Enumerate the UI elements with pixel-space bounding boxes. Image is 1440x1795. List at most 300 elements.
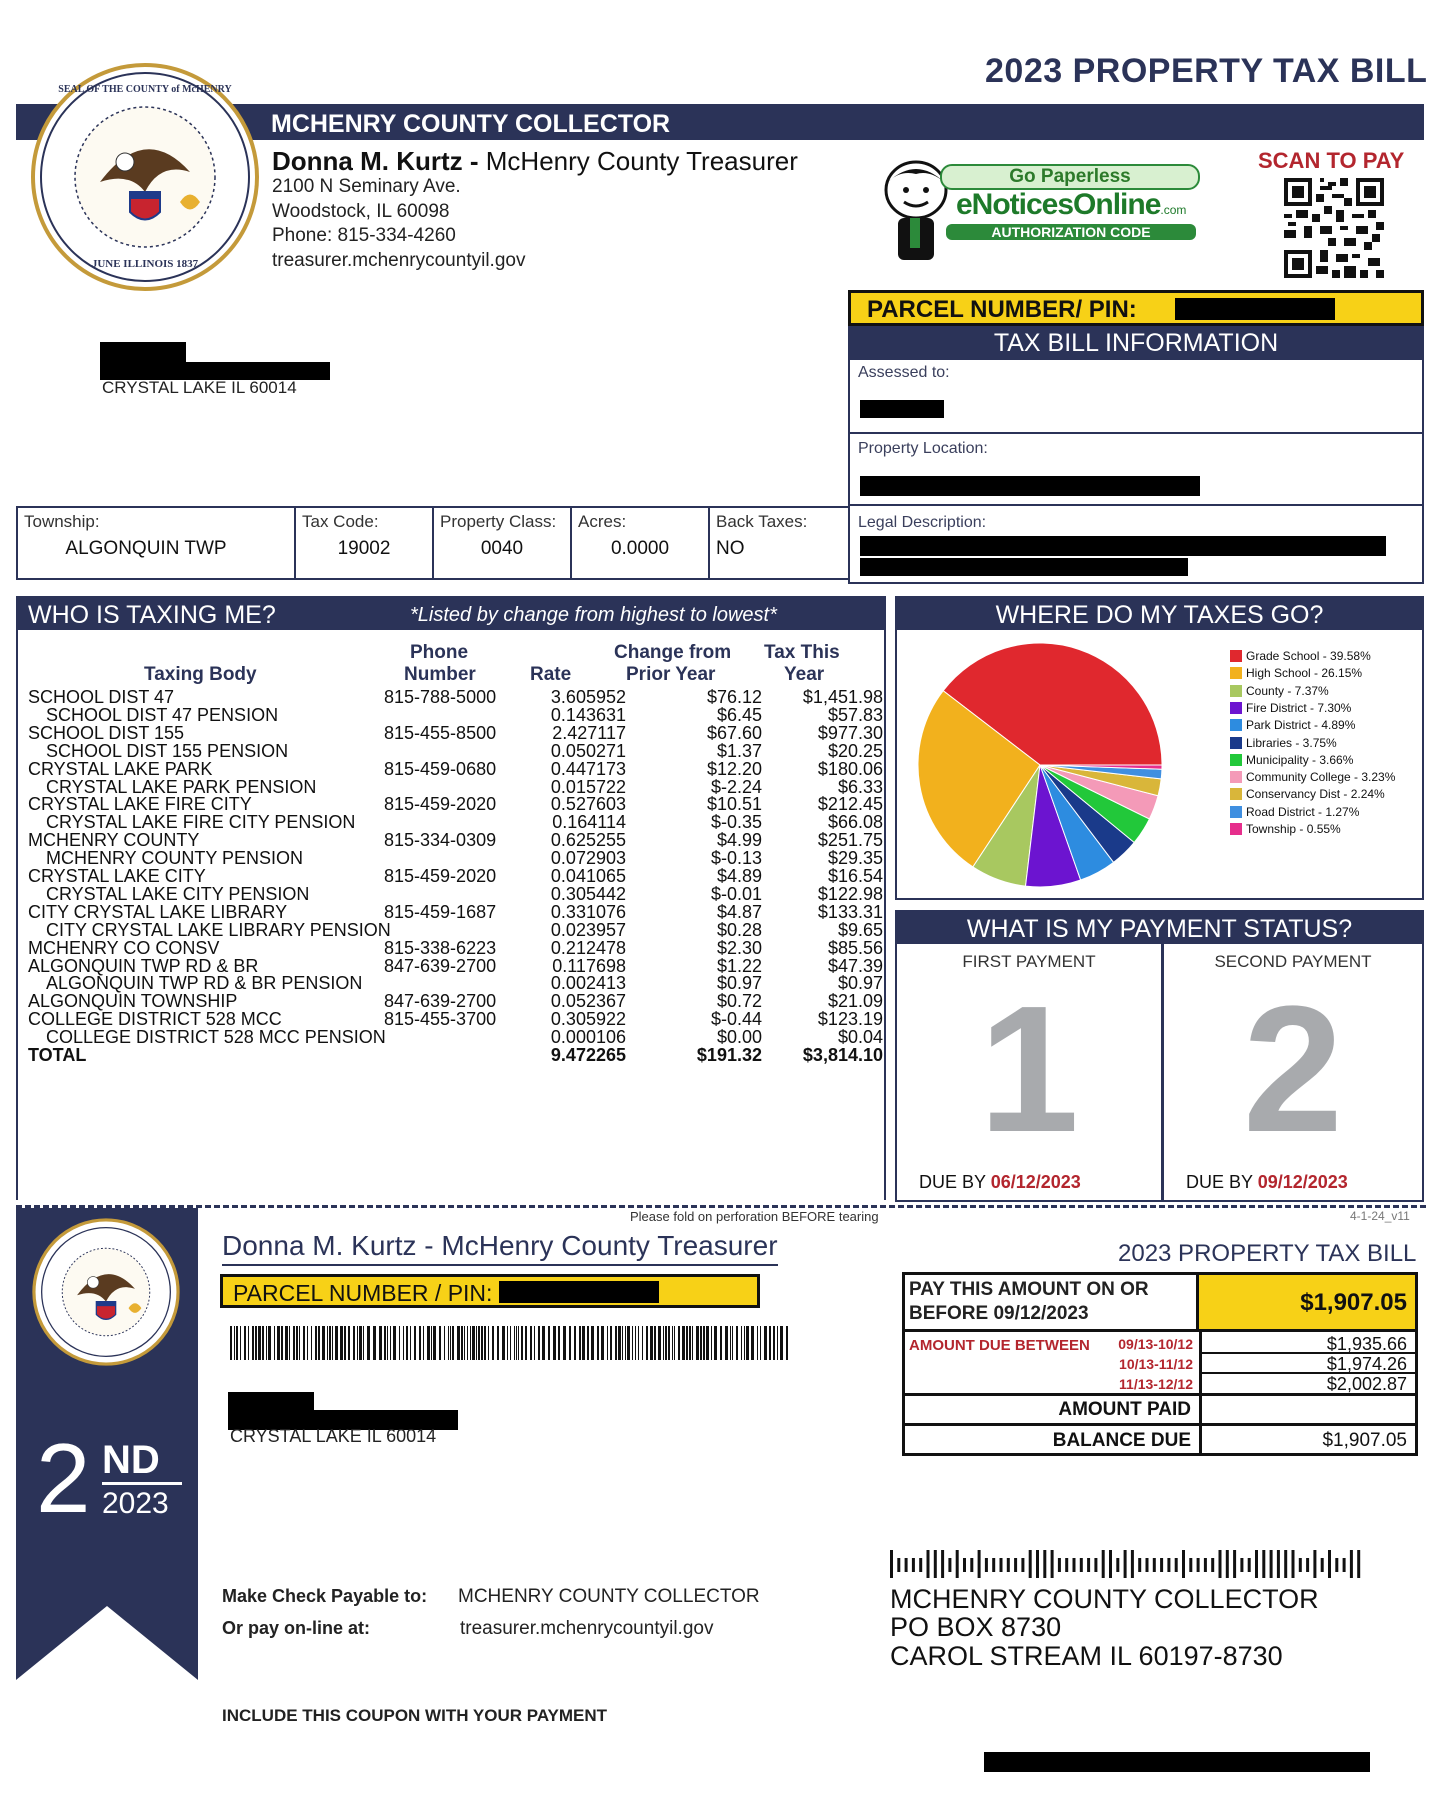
barcode-bar (597, 1326, 599, 1360)
barcode-bar (542, 1326, 545, 1360)
acres-value: 0.0000 (610, 538, 670, 559)
barcode-bar (248, 1326, 249, 1360)
postal-bar (1146, 1558, 1149, 1572)
amount-paid-divider (1199, 1396, 1202, 1424)
barcode-bar (488, 1326, 489, 1360)
due-between-label: AMOUNT DUE BETWEEN (909, 1337, 1090, 1354)
location-box (848, 432, 1424, 506)
who-taxing-panel (16, 596, 886, 1200)
barcode-bar (764, 1326, 767, 1360)
postal-bar (1299, 1558, 1302, 1572)
parcel-label: PARCEL NUMBER/ PIN: (867, 296, 1137, 323)
legend-item (1230, 769, 1395, 785)
legend-swatch (1230, 754, 1242, 766)
postal-bar (956, 1550, 959, 1578)
taxing-body-tax: $0.04 (837, 1027, 883, 1048)
taxing-body-rate: 0.023957 (550, 919, 626, 940)
taxing-body-change: $0.28 (716, 919, 762, 940)
table-row (28, 885, 888, 903)
postal-bar (1255, 1550, 1258, 1578)
taxing-body-name: CRYSTAL LAKE CITY (28, 866, 206, 886)
barcode-bar (627, 1326, 630, 1360)
taxing-body-phone: 815-455-8500 (384, 722, 497, 743)
legend-label: Conservancy Dist - 2.24% (1246, 787, 1385, 802)
col-change-2: Prior Year (626, 664, 716, 685)
fold-note: Please fold on perforation BEFORE tearing (630, 1209, 879, 1224)
taxing-body-name: CRYSTAL LAKE FIRE CITY (28, 794, 252, 815)
coupon-parcel-banner (220, 1274, 760, 1308)
legend-item (1230, 752, 1353, 768)
barcode-bar (464, 1326, 465, 1360)
barcode-bar (665, 1326, 667, 1360)
barcode-bar (638, 1326, 639, 1360)
taxing-body-rate: 0.052367 (550, 991, 626, 1012)
barcode-bar (387, 1326, 388, 1360)
class-value: 0040 (480, 538, 524, 559)
col-phone-1: Phone (410, 642, 469, 663)
barcode-bar (538, 1326, 540, 1360)
barcode-bar (444, 1326, 445, 1360)
taxing-body-phone: 847-639-2700 (384, 991, 497, 1012)
barcode-bar (769, 1326, 771, 1360)
taxing-body-change: $-0.44 (710, 1009, 762, 1030)
paperless-promo[interactable] (880, 156, 1200, 268)
table-row (28, 849, 888, 867)
table-row (28, 867, 888, 885)
barcode-bar (497, 1326, 499, 1360)
coupon-seal (32, 1218, 180, 1366)
barcode-bar (569, 1326, 571, 1360)
pay-amount: $1,907.05 (1300, 1289, 1407, 1316)
barcode-bar (507, 1326, 508, 1360)
late-divider (1199, 1332, 1202, 1394)
postal-bar (1277, 1550, 1280, 1578)
taxing-body-name: CRYSTAL LAKE CITY PENSION (46, 883, 310, 904)
barcode-bar (244, 1326, 246, 1360)
legend-item (1230, 665, 1362, 681)
barcode-bar (236, 1326, 238, 1360)
paperless-pill (940, 164, 1200, 190)
barcode-bar (686, 1326, 688, 1360)
postal-barcode (890, 1550, 1370, 1578)
installment-suffix: ND (102, 1438, 160, 1482)
table-row (28, 760, 888, 778)
taxing-body-tax: $180.06 (817, 758, 883, 779)
perforation-line (16, 1205, 1426, 1208)
first-due-date: 06/12/2023 (990, 1172, 1081, 1192)
barcode-bar (714, 1326, 717, 1360)
legend-swatch (1230, 771, 1242, 783)
pay-online-link[interactable]: treasurer.mchenrycountyil.gov (460, 1618, 714, 1639)
property-row (16, 506, 850, 580)
barcode-bar (773, 1326, 775, 1360)
col-change-1: Change from (614, 642, 732, 663)
late-amount: $2,002.87 (1326, 1374, 1407, 1394)
barcode-bar (406, 1326, 408, 1360)
taxing-body-change: $6.45 (716, 704, 762, 725)
taxing-body-tax: $57.83 (827, 704, 883, 725)
barcode-bar (521, 1326, 523, 1360)
first-payment-due (919, 1172, 1081, 1193)
barcode-bar (478, 1326, 480, 1360)
tax-distribution-pie (915, 638, 1165, 892)
barcode-bar (625, 1326, 626, 1360)
barcode-bar (732, 1326, 733, 1360)
scan-to-pay-label: SCAN TO PAY (1258, 148, 1405, 173)
taxing-body-rate: 0.447173 (550, 758, 626, 779)
remit-line-2: PO BOX 8730 (890, 1612, 1062, 1642)
postal-bar (1262, 1550, 1265, 1578)
taxing-body-phone: 815-459-2020 (384, 794, 497, 815)
postal-bar (1080, 1558, 1083, 1572)
barcode-bar (472, 1326, 475, 1360)
location-redacted (860, 476, 1200, 496)
pay-amount-table (902, 1272, 1418, 1456)
township-label: Township: (24, 512, 100, 531)
legend-swatch (1230, 650, 1242, 662)
taxing-body-rate: 0.015722 (550, 776, 626, 797)
first-payment-label: FIRST PAYMENT (962, 952, 1096, 971)
payment-status-header (897, 912, 1422, 944)
legal-redacted-2 (860, 558, 1188, 576)
barcode-bar (558, 1326, 560, 1360)
postal-bar (1087, 1558, 1090, 1572)
barcode-bar (390, 1326, 391, 1360)
barcode-bar (410, 1326, 411, 1360)
parcel-banner (848, 290, 1424, 326)
enotices-logo (956, 188, 1186, 222)
legend-swatch (1230, 667, 1242, 679)
qr-code[interactable] (1284, 178, 1384, 278)
taxing-body-change: $-0.13 (710, 848, 762, 869)
postal-bar (1160, 1558, 1163, 1572)
coupon-seal-icon (32, 1218, 180, 1366)
barcode-bar (663, 1326, 664, 1360)
barcode-bar (379, 1326, 382, 1360)
late-range: 09/13-10/12 (1118, 1336, 1193, 1352)
barcode-bar (344, 1326, 346, 1360)
barcode-bar (329, 1326, 331, 1360)
taxing-body-phone: 815-788-5000 (384, 687, 497, 707)
postal-bar (978, 1550, 981, 1578)
coupon-city: CRYSTAL LAKE IL 60014 (230, 1426, 437, 1446)
back-taxes-label: Back Taxes: (716, 512, 808, 531)
barcode-bar (262, 1326, 264, 1360)
barcode-bar (696, 1326, 699, 1360)
taxing-body-tax: $123.19 (817, 1009, 883, 1030)
taxing-body-rate: 0.305442 (550, 883, 626, 904)
pay-amount-cell (1199, 1275, 1415, 1329)
barcode-bar (281, 1326, 283, 1360)
postal-bar (1248, 1558, 1251, 1572)
barcode-bar (357, 1326, 358, 1360)
who-taxing-note: *Listed by change from highest to lowest* (410, 604, 777, 626)
assessed-label: Assessed to: (858, 364, 950, 381)
postal-bar (1182, 1550, 1185, 1578)
table-row (28, 1028, 888, 1046)
postal-bar (1233, 1550, 1236, 1578)
taxing-body-tax: $122.98 (817, 883, 883, 904)
legend-label: Park District - 4.89% (1246, 718, 1356, 733)
installment-divider (102, 1482, 182, 1485)
postal-bar (1058, 1558, 1061, 1572)
balance-due-value: $1,907.05 (1322, 1430, 1407, 1451)
barcode-bar (700, 1326, 702, 1360)
taxing-body-name: CRYSTAL LAKE PARK (28, 758, 213, 779)
postal-bar (1094, 1558, 1097, 1572)
postal-bar (1175, 1558, 1178, 1572)
late-schedule (905, 1329, 1415, 1394)
postal-bar (1167, 1558, 1170, 1572)
legend-item (1230, 786, 1385, 802)
paperless-line3: AUTHORIZATION CODE (991, 224, 1151, 240)
legend-label: Libraries - 3.75% (1246, 735, 1337, 750)
treasurer-title: McHenry County Treasurer (485, 146, 798, 176)
legend-swatch (1230, 788, 1242, 800)
barcode-bar (423, 1326, 424, 1360)
seal-bottom-text: JUNE ILLINOIS 1837 (91, 258, 199, 270)
treasurer-address2: Woodstock, IL 60098 (272, 201, 450, 222)
taxing-body-tax: $6.33 (837, 776, 883, 797)
legend-swatch (1230, 719, 1242, 731)
postal-bar (1219, 1550, 1222, 1578)
remit-line-3: CAROL STREAM IL 60197-8730 (890, 1641, 1283, 1671)
taxing-body-rate: 2.427117 (552, 722, 626, 743)
assessed-box (848, 358, 1424, 434)
barcode-bar (318, 1326, 320, 1360)
barcode-bar (711, 1326, 712, 1360)
postal-bar (1014, 1558, 1017, 1572)
where-taxes-title: WHERE DO MY TAXES GO? (995, 601, 1324, 629)
taxing-body-name: SCHOOL DIST 47 (28, 687, 175, 707)
balance-due-row (905, 1423, 1415, 1456)
treasurer-website[interactable]: treasurer.mchenrycountyil.gov (272, 250, 526, 271)
barcode-bar (746, 1326, 749, 1360)
late-row-divider (1199, 1352, 1415, 1354)
taxing-body-tax: $133.31 (817, 901, 883, 922)
legend-item (1230, 683, 1329, 699)
barcode-bar (255, 1326, 257, 1360)
barcode-bar (579, 1326, 581, 1360)
legend-label: Grade School - 39.58% (1246, 649, 1371, 663)
barcode-bar (234, 1326, 235, 1360)
barcode-bar (373, 1326, 376, 1360)
barcode-bar (481, 1326, 483, 1360)
barcode-bar (359, 1326, 362, 1360)
postal-bar (1270, 1550, 1273, 1578)
barcode-bar (340, 1326, 343, 1360)
barcode-bar (274, 1326, 275, 1360)
barcode-bar (303, 1326, 305, 1360)
barcode-bar (587, 1326, 589, 1360)
barcode-bar (240, 1326, 241, 1360)
barcode-bar (615, 1326, 617, 1360)
taxing-body-rate: 0.072903 (550, 848, 626, 869)
taxing-body-name: MCHENRY CO CONSV (28, 937, 220, 958)
postal-bar (1043, 1550, 1046, 1578)
legend-item (1230, 700, 1351, 716)
taxing-body-change: $1.37 (716, 740, 762, 761)
taxing-body-rate: 0.000106 (550, 1027, 626, 1048)
pay-label-1: PAY THIS AMOUNT ON OR (909, 1279, 1149, 1300)
barcode-bar (307, 1326, 308, 1360)
postal-bar (1197, 1558, 1200, 1572)
barcode-bar (618, 1326, 621, 1360)
table-row (28, 813, 888, 831)
paperless-suffix: .com (1160, 203, 1187, 217)
taxing-body-tax: $1,451.98 (802, 687, 883, 707)
taxing-body-phone: 815-459-1687 (384, 901, 497, 922)
taxing-body-phone: 815-455-3700 (384, 1009, 497, 1030)
barcode-bar (348, 1326, 350, 1360)
amount-paid-label: AMOUNT PAID (1058, 1399, 1191, 1420)
bottom-redacted (984, 1752, 1370, 1772)
treasurer-phone: Phone: 815-334-4260 (272, 225, 456, 246)
postal-bar (1321, 1558, 1324, 1572)
late-row-divider (1199, 1372, 1415, 1374)
barcode-bar (450, 1326, 451, 1360)
tax-info-header (848, 326, 1424, 358)
barcode-bar (635, 1326, 636, 1360)
barcode-bar (530, 1326, 532, 1360)
taxing-body-change: $-0.01 (710, 883, 762, 904)
postal-bar (963, 1558, 966, 1572)
coupon-parcel-redacted (499, 1281, 659, 1303)
barcode-bar (285, 1326, 288, 1360)
late-amount: $1,974.26 (1326, 1354, 1407, 1374)
barcode-bar (668, 1326, 670, 1360)
barcode-bar (610, 1326, 612, 1360)
taxing-body-change: $12.20 (706, 758, 762, 779)
paperless-line1: Go Paperless (1009, 166, 1131, 187)
barcode-bar (736, 1326, 738, 1360)
barcode-bar (299, 1326, 300, 1360)
taxcode-label: Tax Code: (302, 512, 379, 531)
coupon-treasurer: Donna M. Kurtz - McHenry County Treasurer (222, 1230, 778, 1266)
barcode-bar (393, 1326, 396, 1360)
taxing-body-phone: 815-334-0309 (384, 830, 497, 851)
taxing-body-tax: $9.65 (837, 919, 883, 940)
barcode-bar (757, 1326, 758, 1360)
where-taxes-header (897, 598, 1422, 630)
taxing-body-tax: $212.45 (817, 794, 883, 815)
postal-bar (905, 1558, 908, 1572)
taxing-body-phone: 847-639-2700 (384, 955, 497, 976)
barcode-bar (780, 1326, 783, 1360)
taxing-body-rate: 0.164114 (552, 812, 626, 833)
legend-label: Community College - 3.23% (1246, 770, 1396, 785)
barcode-bar (289, 1326, 290, 1360)
col-tax-1: Tax This (764, 642, 840, 663)
postal-bar (1153, 1558, 1156, 1572)
legend-swatch (1230, 685, 1242, 697)
acres-cell (572, 508, 710, 578)
mailing-city: CRYSTAL LAKE IL 60014 (102, 378, 297, 397)
barcode-bar (786, 1326, 788, 1360)
second-payment-number: 2 (1242, 969, 1344, 1170)
table-row (28, 939, 888, 957)
barcode-bar (439, 1326, 441, 1360)
col-rate: Rate (530, 664, 572, 685)
taxing-body-tax: $47.39 (827, 955, 883, 976)
postal-bar (1131, 1550, 1134, 1578)
postal-bar (934, 1550, 937, 1578)
col-taxing-body: Taxing Body (144, 664, 257, 685)
barcode-bar (706, 1326, 709, 1360)
amount-paid-row (905, 1393, 1415, 1424)
tax-info-title: TAX BILL INFORMATION (993, 329, 1279, 357)
coupon-barcode (230, 1326, 798, 1360)
table-row (28, 957, 888, 975)
barcode-bar (689, 1326, 691, 1360)
pay-label-2: BEFORE 09/12/2023 (909, 1303, 1089, 1324)
barcode-bar (574, 1326, 576, 1360)
taxing-body-change: $76.12 (706, 687, 762, 707)
postal-bar (985, 1558, 988, 1572)
check-payable-label: Make Check Payable to: (222, 1586, 428, 1606)
barcode-bar (414, 1326, 416, 1360)
postal-bar (1189, 1558, 1192, 1572)
late-amount: $1,935.66 (1326, 1334, 1407, 1354)
total-row (28, 1046, 888, 1064)
balance-due-label: BALANCE DUE (1052, 1430, 1191, 1451)
barcode-bar (744, 1326, 745, 1360)
barcode-bar (751, 1326, 754, 1360)
barcode-bar (230, 1326, 232, 1360)
table-row (28, 688, 888, 706)
barcode-bar (654, 1326, 656, 1360)
barcode-bar (384, 1326, 386, 1360)
postal-bar (1073, 1558, 1076, 1572)
legend-item (1230, 735, 1337, 751)
seal-top-text: SEAL OF THE COUNTY of McHENRY (58, 84, 232, 95)
barcode-bar (457, 1326, 460, 1360)
legend-swatch (1230, 823, 1242, 835)
table-row (28, 992, 888, 1010)
first-payment-number: 1 (978, 969, 1080, 1170)
table-row (28, 974, 888, 992)
remit-line-1: MCHENRY COUNTY COLLECTOR (890, 1584, 1319, 1614)
postal-bar (992, 1558, 995, 1572)
barcode-bar (266, 1326, 267, 1360)
barcode-bar (448, 1326, 449, 1360)
barcode-bar (258, 1326, 261, 1360)
barcode-bar (492, 1326, 494, 1360)
legal-label: Legal Description: (858, 514, 987, 531)
postal-bar (1124, 1550, 1127, 1578)
barcode-bar (622, 1326, 623, 1360)
pay-online-label: Or pay on-line at: (222, 1618, 371, 1638)
taxing-body-name: CRYSTAL LAKE PARK PENSION (46, 776, 317, 797)
taxing-body-change: $0.97 (716, 973, 762, 994)
barcode-bar (461, 1326, 463, 1360)
legend-item (1230, 717, 1355, 733)
postal-bar (1021, 1558, 1024, 1572)
taxing-body-rate: 0.625255 (550, 830, 626, 851)
barcode-bar (692, 1326, 693, 1360)
barcode-bar (672, 1326, 673, 1360)
taxing-body-phone: 815-459-2020 (384, 866, 497, 886)
barcode-bar (293, 1326, 295, 1360)
second-due-date: 09/12/2023 (1257, 1172, 1348, 1192)
pay-label-cell (905, 1275, 1199, 1329)
barcode-bar (367, 1326, 370, 1360)
installment-number: 2 (36, 1423, 91, 1533)
barcode-bar (296, 1326, 298, 1360)
barcode-bar (510, 1326, 511, 1360)
taxing-body-rate: 0.305922 (550, 1009, 626, 1030)
postal-bar (1036, 1550, 1039, 1578)
